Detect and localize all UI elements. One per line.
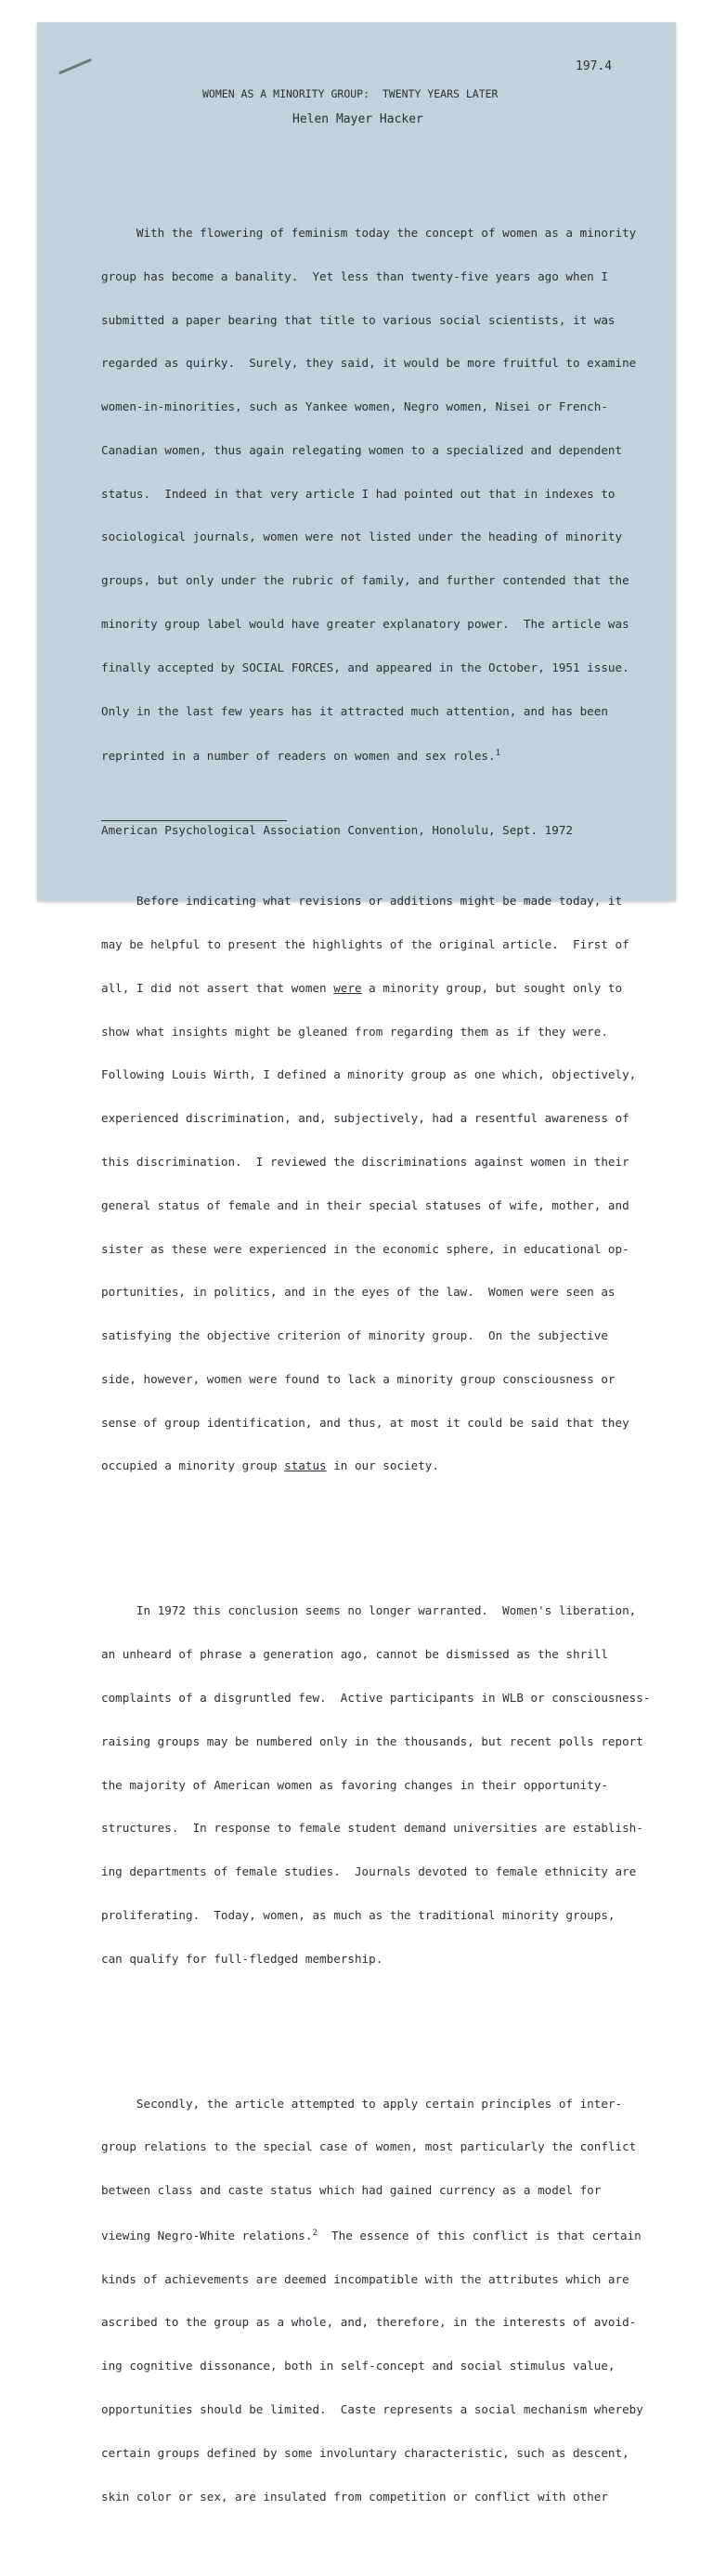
text-line: Following Louis Wirth, I defined a minority group as one which, objectively, xyxy=(101,1067,637,1082)
paragraph-3 xyxy=(101,1575,650,1994)
text-line: between class and caste status which had gained currency as a model for xyxy=(101,2183,602,2198)
text-line: sister as these were experienced in the economic sphere, in educational op- xyxy=(101,1241,629,1256)
underlined-word: status xyxy=(284,1458,327,1473)
text-line xyxy=(101,1458,650,1473)
paragraph-2 xyxy=(101,865,650,1502)
text-line: this discrimination. I reviewed the discriminations against women in their xyxy=(101,1154,629,1169)
text-segment: The essence of this conflict is that certain xyxy=(317,2228,642,2243)
text-line: the majority of American women as favoring changes in their opportunity- xyxy=(101,1777,608,1792)
paragraph-1 xyxy=(101,197,650,792)
text-segment: in our society. xyxy=(326,1458,439,1473)
text-line: certain groups defined by some involuntary characteristic, such as descent, xyxy=(101,2445,629,2460)
text-line: submitted a paper bearing that title to various social scientists, it was xyxy=(101,312,616,327)
text-line: regarded as quirky. Surely, they said, it would be more fruitful to examine xyxy=(101,356,637,371)
text-line: general status of female and in their special statuses of wife, mother, and xyxy=(101,1197,629,1212)
underlined-word: were xyxy=(333,980,362,995)
text-line: group relations to the special case of women, most particularly the conflict xyxy=(101,2139,637,2154)
text-line: minority group label would have greater explanatory power. The article was xyxy=(101,617,629,631)
text-line: ing departments of female studies. Journals devoted to female ethnicity are xyxy=(101,1864,637,1879)
author-name: Helen Mayer Hacker xyxy=(292,112,423,126)
footnote-divider xyxy=(101,820,287,821)
staple-mark xyxy=(58,59,92,75)
text-line: skin color or sex, are insulated from competition or conflict with other xyxy=(101,2489,608,2504)
text-line: finally accepted by SOCIAL FORCES, and appeared in the October, 1951 issue. xyxy=(101,660,629,674)
text-line: opportunities should be limited. Caste represents a social mechanism whereby xyxy=(101,2402,643,2417)
text-line: proliferating. Today, women, as much as the traditional minority groups, xyxy=(101,1907,616,1922)
text-line xyxy=(101,981,650,996)
text-line: With the flowering of feminism today the concept of women as a minority xyxy=(101,225,637,240)
text-line: kinds of achievements are deemed incompatible with the attributes which are xyxy=(101,2271,629,2286)
text-line: structures. In response to female student demand universities are establish- xyxy=(101,1821,643,1836)
text-line: group has become a banality. Yet less than twenty-five years ago when I xyxy=(101,268,608,283)
text-line: side, however, women were found to lack a minority group consciousness or xyxy=(101,1371,616,1386)
text-line: ascribed to the group as a whole, and, therefore, in the interests of avoid- xyxy=(101,2315,637,2330)
text-line: women-in-minorities, such as Yankee women, Negro women, Nisei or French- xyxy=(101,399,608,414)
footnote-marker-1: 1 xyxy=(495,749,501,759)
text-line: groups, but only under the rubric of family, and further contended that the xyxy=(101,573,629,588)
page-number: 197.4 xyxy=(576,59,613,73)
text-line: ing cognitive dissonance, both in self-concept and social stimulus value, xyxy=(101,2359,616,2373)
text-line: may be helpful to present the highlights of the original article. First of xyxy=(101,937,629,952)
text-line xyxy=(101,2227,650,2243)
text-segment: all, I did not assert that women xyxy=(101,980,334,995)
text-line: Secondly, the article attempted to apply certain principles of inter- xyxy=(101,2096,623,2111)
document-body xyxy=(101,153,650,2576)
document-page xyxy=(37,22,676,2504)
text-line: complaints of a disgruntled few. Active participants in WLB or consciousness- xyxy=(101,1690,651,1705)
text-line: experienced discrimination, and, subjectively, had a resentful awareness of xyxy=(101,1111,629,1126)
text-line: sense of group identification, and thus, at most it could be said that they xyxy=(101,1415,629,1430)
text-segment: viewing Negro-White relations. xyxy=(101,2228,313,2243)
document-title: WOMEN AS A MINORITY GROUP: TWENTY YEARS LATER xyxy=(202,87,499,100)
text-line: Only in the last few years has it attracted much attention, and has been xyxy=(101,703,608,718)
text-segment: a minority group, but sought only to xyxy=(361,980,623,995)
text-line: portunities, in politics, and in the eyes of the law. Women were seen as xyxy=(101,1285,616,1300)
text-line: sociological journals, women were not listed under the heading of minority xyxy=(101,530,623,544)
text-line: satisfying the objective criterion of minority group. On the subjective xyxy=(101,1328,608,1343)
text-line: an unheard of phrase a generation ago, cannot be dismissed as the shrill xyxy=(101,1647,608,1662)
text-segment: reprinted in a number of readers on women and sex roles. xyxy=(101,749,496,764)
footnote-text: American Psychological Association Convention, Honolulu, Sept. 1972 xyxy=(101,823,573,837)
paragraph-4 xyxy=(101,2067,650,2532)
text-line: can qualify for full-fledged membership. xyxy=(101,1951,383,1966)
text-line: In 1972 this conclusion seems no longer warranted. Women's liberation, xyxy=(101,1603,637,1618)
text-line: Before indicating what revisions or additions might be made today, it xyxy=(101,894,623,909)
text-line: show what insights might be gleaned from regarding them as if they were. xyxy=(101,1024,608,1039)
footnote-marker-2: 2 xyxy=(312,2228,318,2238)
text-line xyxy=(101,747,650,764)
text-line: status. Indeed in that very article I had pointed out that in indexes to xyxy=(101,486,616,501)
text-line: raising groups may be numbered only in the thousands, but recent polls report xyxy=(101,1733,643,1748)
text-segment: occupied a minority group xyxy=(101,1458,285,1473)
text-line: Canadian women, thus again relegating women to a specialized and dependent xyxy=(101,442,623,457)
